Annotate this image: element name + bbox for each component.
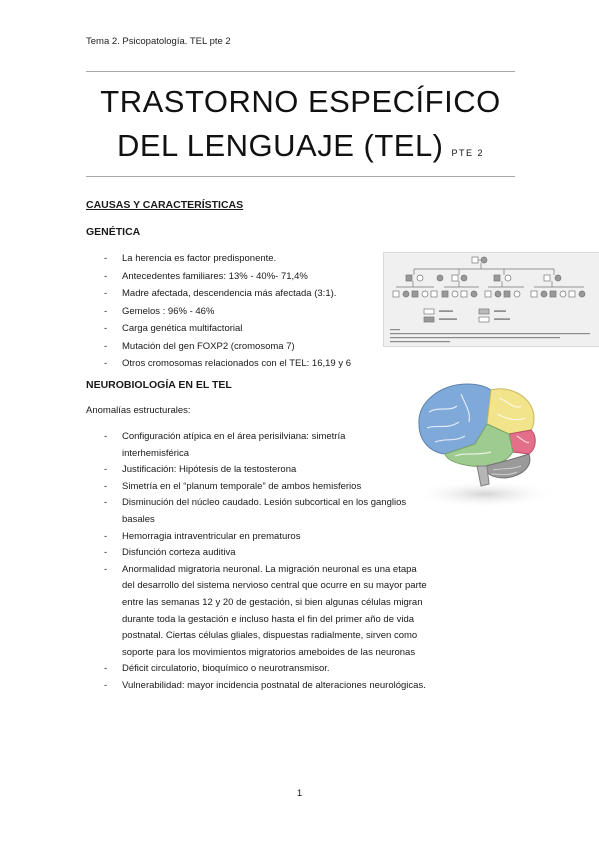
title-main: DEL LENGUAJE (TEL) bbox=[116, 128, 444, 163]
list-item: - Mutación del gen FOXP2 (cromosoma 7) bbox=[86, 338, 386, 356]
list-item: - Disminución del núcleo caudado. Lesión subcortical en los ganglios basales bbox=[86, 495, 412, 528]
genetica-heading: GENÉTICA bbox=[86, 226, 141, 238]
top-divider bbox=[86, 71, 515, 72]
list-item: - Antecedentes familiares: 13% - 40%- 71,4% bbox=[86, 268, 386, 286]
list-item: - Simetría en el “planum temporale” de ambos hemisferios bbox=[86, 479, 431, 496]
title-suffix: PTE 2 bbox=[451, 148, 485, 158]
list-item: - Justificación: Hipótesis de la testosterona bbox=[86, 462, 431, 479]
brain-illustration bbox=[405, 372, 555, 522]
list-item: - Disfunción corteza auditiva bbox=[86, 545, 431, 562]
neuro-intro: Anomalías estructurales: bbox=[86, 405, 191, 416]
list-item: - Gemelos : 96% - 46% bbox=[86, 303, 386, 321]
list-item: - Anormalidad migratoria neuronal. La migración neuronal es una etapa del desarrollo del sistema nervioso central que ocurre en su mayor parte entre las semanas 12 y 20 de gestación, si bien algunas células migran durante toda la gestación e incluso hasta el fin del primer año de vida postnatal. Ciertas células gliales, dispuestas radialmente, sirven como soporte para los movimientos migratorios ameboides de las neuronas bbox=[86, 562, 431, 662]
brain-lobes-diagram bbox=[405, 372, 555, 522]
pedigree-figure bbox=[383, 252, 599, 347]
section-heading: CAUSAS Y CARACTERÍSTICAS bbox=[86, 199, 244, 211]
list-item: - Configuración atípica en el área perisilviana: simetría interhemisférica bbox=[86, 429, 412, 462]
page-number: 1 bbox=[296, 788, 303, 799]
list-item: - Carga genética multifactorial bbox=[86, 320, 386, 338]
title-line-1: TRASTORNO ESPECÍFICO bbox=[100, 84, 501, 119]
list-item: - Vulnerabilidad: mayor incidencia postnatal de alteraciones neurológicas. bbox=[86, 678, 431, 695]
list-item: - Madre afectada, descendencia más afectada (3:1). bbox=[86, 285, 386, 303]
pedigree-diagram bbox=[384, 253, 599, 346]
list-item: - Déficit circulatorio, bioquímico o neurotransmisor. bbox=[86, 661, 431, 678]
neuro-list bbox=[86, 429, 431, 695]
list-item: - Hemorragia intraventricular en prematuros bbox=[86, 529, 431, 546]
page-header: Tema 2. Psicopatología. TEL pte 2 bbox=[86, 36, 231, 47]
neuro-heading: NEUROBIOLOGÍA EN EL TEL bbox=[86, 379, 232, 391]
title-divider bbox=[86, 176, 515, 177]
list-item: - La herencia es factor predisponente. bbox=[86, 250, 386, 268]
title-line-2 bbox=[86, 124, 515, 175]
list-item: - Otros cromosomas relacionados con el TEL: 16,19 y 6 bbox=[86, 355, 386, 373]
genetica-list bbox=[86, 250, 386, 373]
